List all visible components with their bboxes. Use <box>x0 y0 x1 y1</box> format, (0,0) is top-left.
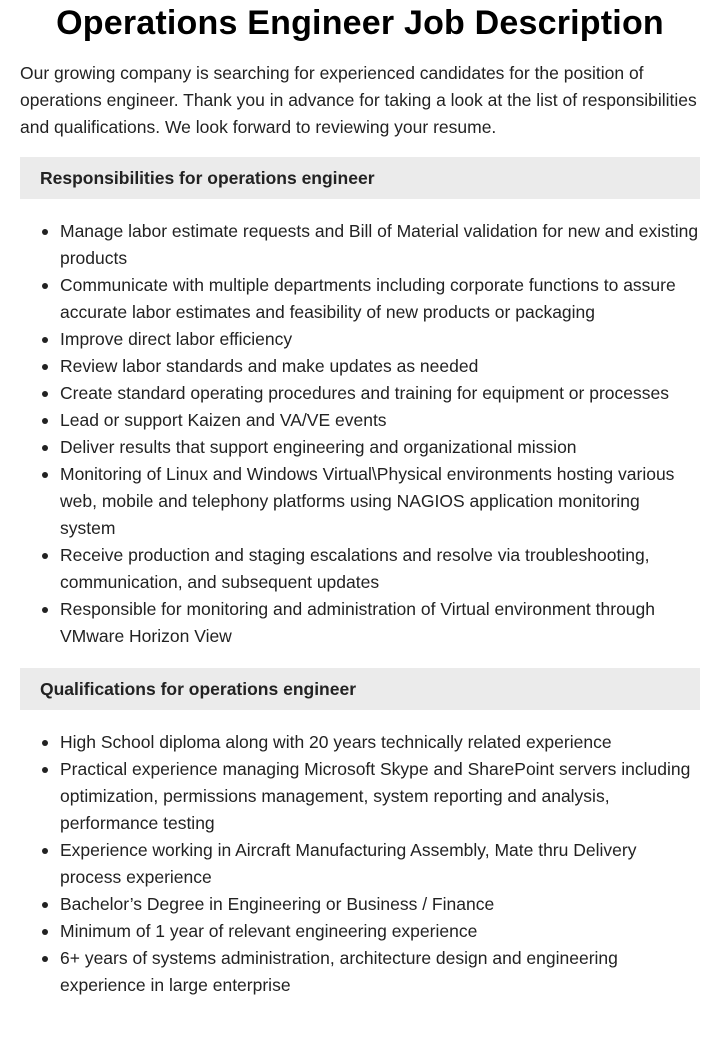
responsibilities-header <box>20 157 700 199</box>
list-item: Practical experience managing Microsoft Skype and SharePoint servers including optimization, permissions management, system reporting and analysis, performance testing <box>60 756 700 837</box>
list-item: Communicate with multiple departments including corporate functions to assure accurate labor estimates and feasibility of new products or packaging <box>60 272 700 326</box>
qualifications-heading: Qualifications for operations engineer <box>40 678 357 699</box>
responsibilities-heading: Responsibilities for operations engineer <box>40 167 375 188</box>
list-item: Lead or support Kaizen and VA/VE events <box>60 407 700 434</box>
list-item: Minimum of 1 year of relevant engineering experience <box>60 918 700 945</box>
qualifications-list <box>20 729 700 999</box>
list-item: Create standard operating procedures and training for equipment or processes <box>60 380 700 407</box>
list-item: Responsible for monitoring and administration of Virtual environment through VMware Horizon View <box>60 596 700 650</box>
page-title: Operations Engineer Job Description <box>56 4 664 42</box>
list-item: 6+ years of systems administration, architecture design and engineering experience in large enterprise <box>60 945 700 999</box>
list-item: Manage labor estimate requests and Bill of Material validation for new and existing products <box>60 218 700 272</box>
list-item: Bachelor’s Degree in Engineering or Business / Finance <box>60 891 700 918</box>
responsibilities-list <box>20 218 700 650</box>
list-item: Review labor standards and make updates as needed <box>60 353 700 380</box>
list-item: Deliver results that support engineering and organizational mission <box>60 434 700 461</box>
list-item: High School diploma along with 20 years technically related experience <box>60 729 700 756</box>
intro-paragraph: Our growing company is searching for experienced candidates for the position of operations engineer. Thank you in advance for taking a look at the list of responsibilities and qualifications. We look forward to reviewing your resume. <box>20 63 697 137</box>
list-item: Experience working in Aircraft Manufacturing Assembly, Mate thru Delivery process experience <box>60 837 700 891</box>
qualifications-header <box>20 668 700 710</box>
list-item: Improve direct labor efficiency <box>60 326 700 353</box>
list-item: Monitoring of Linux and Windows Virtual\Physical environments hosting various web, mobile and telephony platforms using NAGIOS application monitoring system <box>60 461 700 542</box>
list-item: Receive production and staging escalations and resolve via troubleshooting, communication, and subsequent updates <box>60 542 700 596</box>
